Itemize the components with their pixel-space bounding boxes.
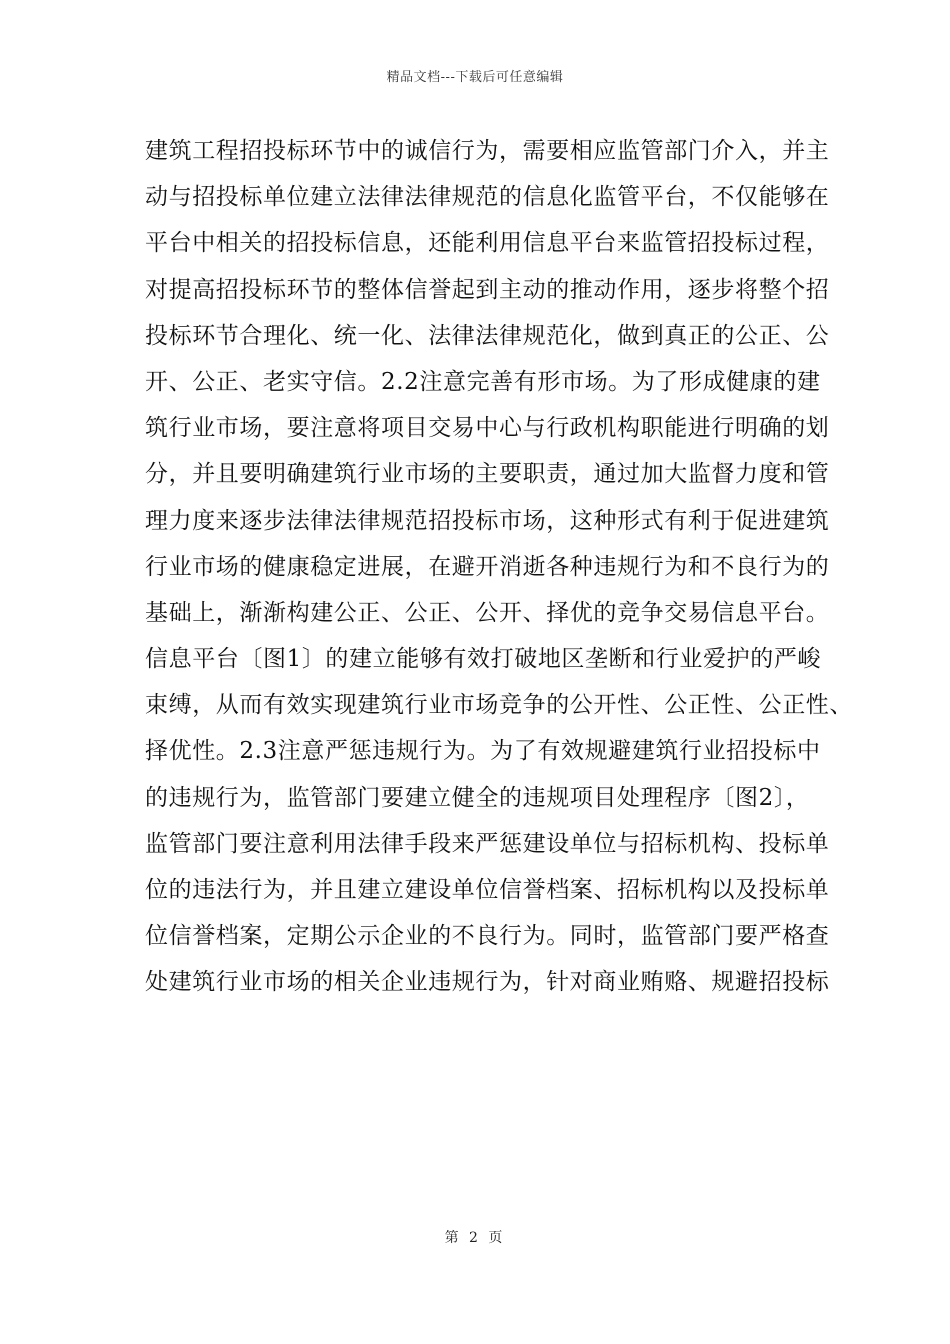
text-line: 筑行业市场，要注意将项目交易中心与行政机构职能进行明确的划 (145, 415, 830, 442)
page-header: 精品文档---下载后可任意编辑 (386, 70, 564, 85)
text-line: 位信誉档案，定期公示企业的不良行为。同时，监管部门要严格查 (145, 923, 830, 950)
text-line: 位的违法行为，并且建立建设单位信誉档案、招标机构以及投标单 (145, 877, 830, 903)
text-line: 投标环节合理化、统一化、法律法律规范化，做到真正的公正、公 (145, 322, 830, 349)
text-line: 监管部门要注意利用法律手段来严惩建设单位与招标机构、投标单 (145, 830, 830, 857)
body-text (145, 128, 853, 1006)
text-line: 对提高招投标环节的整体信誉起到主动的推动作用，逐步将整个招 (145, 276, 830, 303)
text-line: 基础上，渐渐构建公正、公正、公开、择优的竞争交易信息平台。 (145, 599, 830, 626)
text-line: 行业市场的健康稳定进展，在避开消逝各种违规行为和不良行为的 (145, 553, 830, 580)
text-line: 的违规行为，监管部门要建立健全的违规项目处理程序〔图2〕， (145, 784, 810, 811)
text-line: 信息平台〔图1〕的建立能够有效打破地区垄断和行业爱护的严峻 (145, 646, 822, 673)
text-line: 建筑工程招投标环节中的诚信行为，需要相应监管部门介入，并主 (145, 138, 830, 164)
page-number: 第 2 页 (444, 1230, 506, 1246)
text-line: 束缚，从而有效实现建筑行业市场竞争的公开性、公正性、公正性、 (145, 692, 853, 719)
text-line: 动与招投标单位建立法律法律规范的信息化监管平台，不仅能够在 (145, 184, 830, 211)
text-line: 处建筑行业市场的相关企业违规行为，针对商业贿赂、规避招投标 (145, 969, 830, 996)
text-line: 择优性。2.3注意严惩违规行为。为了有效规避建筑行业招投标中 (145, 738, 821, 765)
text-line: 平台中相关的招投标信息，还能利用信息平台来监管招投标过程， (145, 230, 830, 257)
text-line: 分，并且要明确建筑行业市场的主要职责，通过加大监督力度和管 (145, 461, 830, 488)
text-line: 开、公正、老实守信。2.2注意完善有形市场。为了形成健康的建 (145, 368, 821, 395)
text-line: 理力度来逐步法律法律规范招投标市场，这种形式有利于促进建筑 (145, 507, 830, 534)
